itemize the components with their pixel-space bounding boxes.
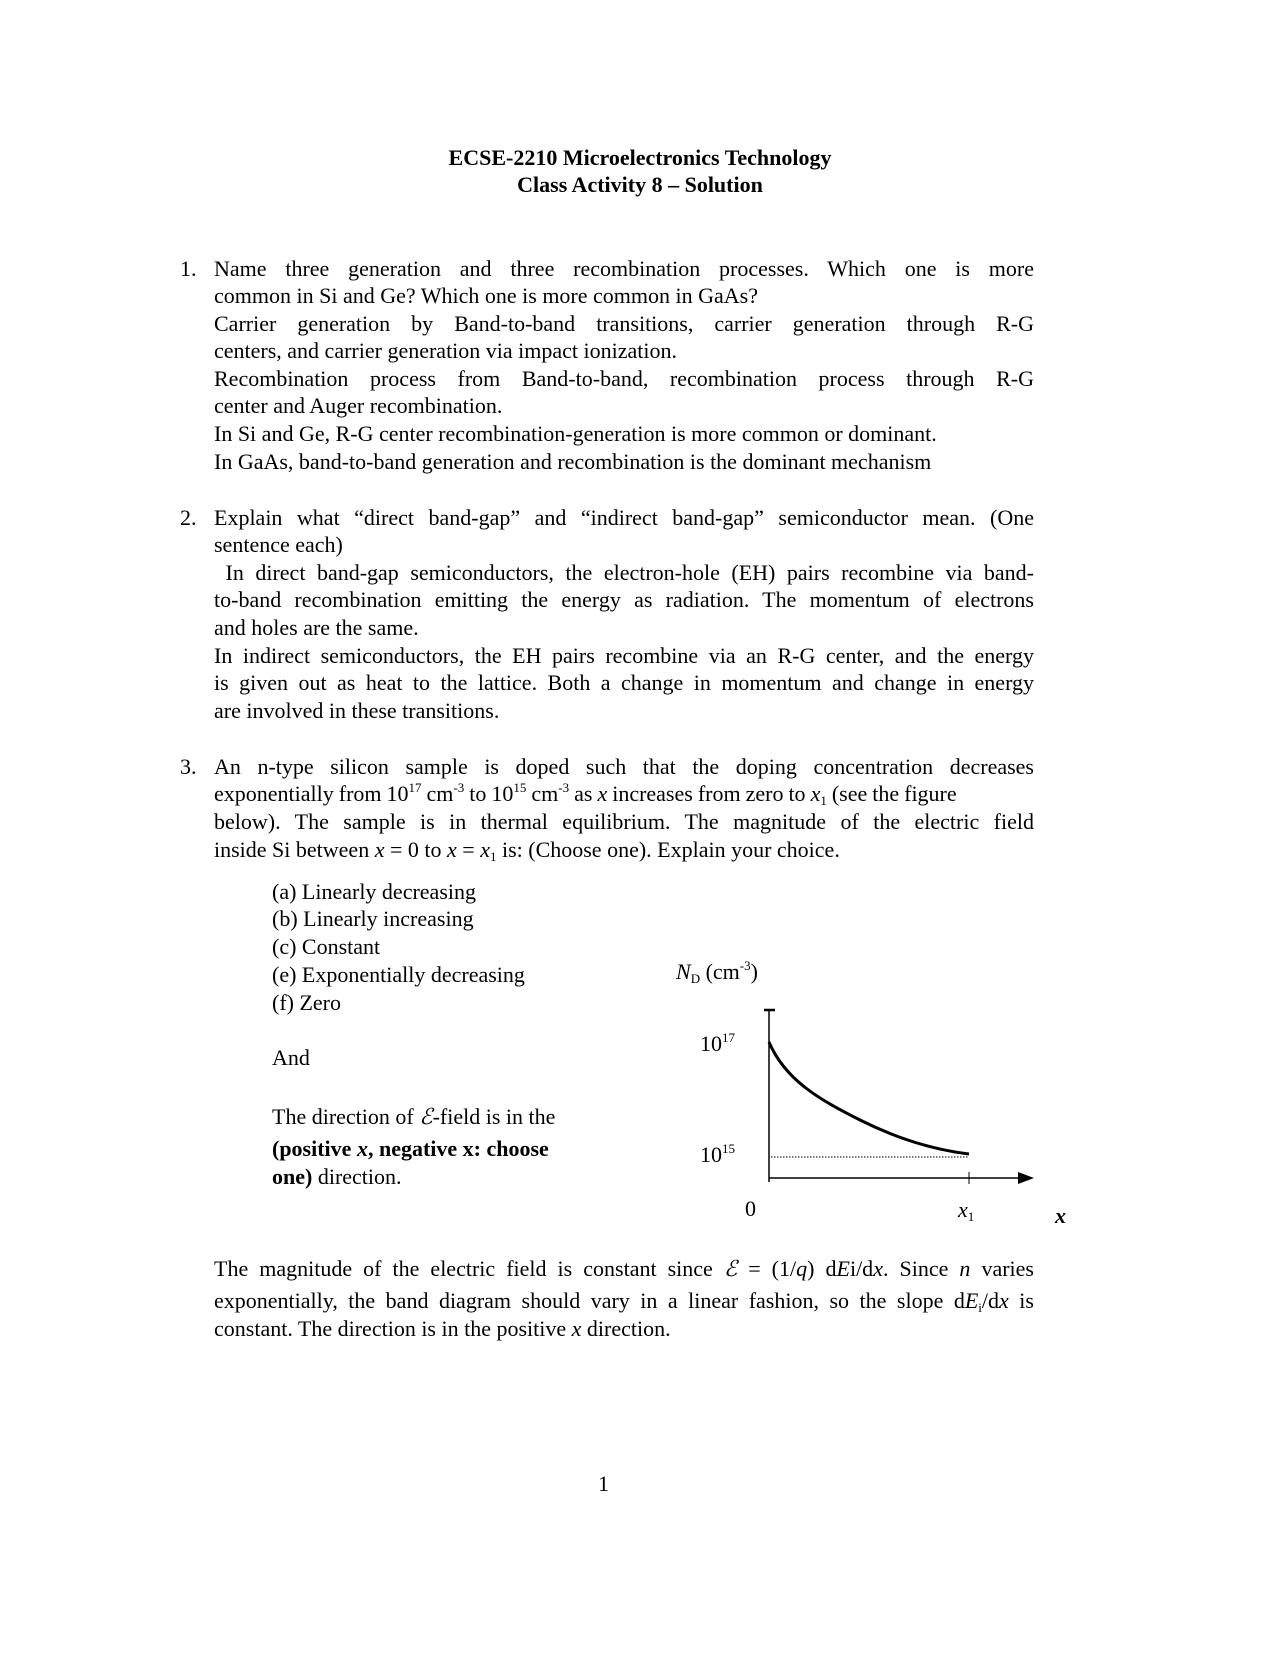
- x-axis-arrow-icon: [1018, 1172, 1034, 1184]
- direction-line: (positive x, negative x: choose: [272, 1136, 549, 1161]
- option-e: (e) Exponentially decreasing: [272, 962, 525, 987]
- direction-line: one) direction.: [272, 1164, 402, 1189]
- text-line: centers, and carrier generation via impact ionization.: [214, 338, 678, 363]
- text-line: center and Auger recombination.: [214, 393, 503, 418]
- text-line: An n-type silicon sample is doped such that the doping concentration decreases: [214, 754, 1034, 779]
- text-line: In indirect semiconductors, the EH pairs recombine via an R-G center, and the energy: [214, 643, 1034, 668]
- page-number: 1: [598, 1471, 609, 1496]
- text-line: Recombination process from Band-to-band, recombination process through R-G: [214, 366, 1034, 391]
- doping-curve: [769, 1042, 969, 1154]
- text-line: The magnitude of the electric field is constant since ℰ = (1/q) dEi/dx. Since n varies: [214, 1256, 1034, 1281]
- text-line: and holes are the same.: [214, 615, 419, 640]
- y-axis-label: $N_D$ $(cm^{-3})$: [676, 958, 758, 986]
- option-a: (a) Linearly decreasing: [272, 879, 476, 904]
- y-tick-1e15: $10^{15}$: [700, 1141, 735, 1167]
- y-tick-1e17: $10^{17}$: [700, 1030, 735, 1056]
- text-line: constant. The direction is in the positive x direction.: [214, 1316, 671, 1341]
- text-line: is given out as heat to the lattice. Both a change in momentum and change in energy: [214, 670, 1034, 695]
- course-title: ECSE-2210 Microelectronics Technology: [448, 145, 832, 170]
- text-line: exponentially from $10^{17}$ $cm^{-3}$ to $10^{15}$ $cm^{-3}$ as x increases from zero to $x_1$ (see the figure: [214, 780, 957, 808]
- page-title: Class Activity 8 – Solution: [517, 172, 763, 197]
- x-axis-label: x: [1055, 1203, 1066, 1228]
- text-line: Carrier generation by Band-to-band transitions, carrier generation through R-G: [214, 311, 1034, 336]
- question-number: 2.: [180, 505, 197, 530]
- text-line: common in Si and Ge? Which one is more common in GaAs?: [214, 283, 758, 308]
- text-line: are involved in these transitions.: [214, 698, 500, 723]
- text-line: In direct band-gap semiconductors, the electron-hole (EH) pairs recombine via band-: [214, 560, 1034, 585]
- text-line: Explain what “direct band-gap” and “indirect band-gap” semiconductor mean. (One: [214, 505, 1034, 530]
- and-text: And: [272, 1045, 310, 1070]
- x-tick-x1: $x_1$: [958, 1197, 975, 1224]
- option-c: (c) Constant: [272, 934, 381, 959]
- option-b: (b) Linearly increasing: [272, 906, 474, 931]
- text-line: inside Si between x = 0 to $x = x_1$ is: (Choose one). Explain your choice.: [214, 837, 840, 864]
- text-line: to-band recombination emitting the energy as radiation. The momentum of electrons: [214, 587, 1034, 612]
- question-number: 3.: [180, 754, 197, 779]
- text-line: In GaAs, band-to-band generation and recombination is the dominant mechanism: [214, 449, 932, 474]
- text-line: Name three generation and three recombination processes. Which one is more: [214, 256, 1034, 281]
- text-line: In Si and Ge, R-G center recombination-generation is more common or dominant.: [214, 421, 937, 446]
- text-line: sentence each): [214, 532, 343, 557]
- question-number: 1.: [180, 256, 197, 281]
- x-tick-0: 0: [745, 1196, 756, 1221]
- text-line: exponentially, the band diagram should vary in a linear fashion, so the slope $dE_i/dx$ is: [214, 1288, 1034, 1315]
- option-f: (f) Zero: [272, 990, 342, 1015]
- direction-line: The direction of ℰ-field is in the: [272, 1104, 556, 1129]
- text-line: below). The sample is in thermal equilibrium. The magnitude of the electric field: [214, 809, 1034, 834]
